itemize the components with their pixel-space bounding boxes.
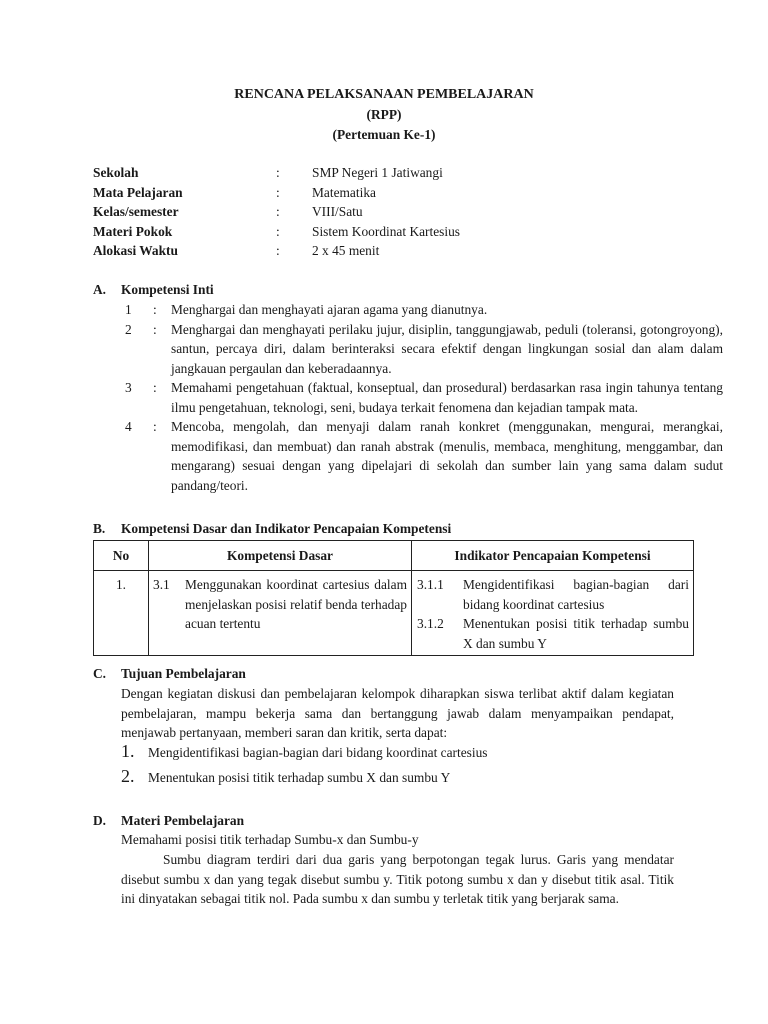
section-letter: B. xyxy=(93,521,106,536)
table-header-row xyxy=(94,541,694,571)
indicator-item xyxy=(417,614,689,653)
section-title: Materi Pembelajaran xyxy=(121,813,245,828)
item-number: 2. xyxy=(121,766,135,786)
identity-colon: : xyxy=(276,204,280,220)
indicator-text: Menentukan posisi titik terhadap sumbu X dan sumbu Y xyxy=(463,616,689,651)
identity-value: 2 x 45 menit xyxy=(312,243,380,259)
list-item xyxy=(121,742,681,767)
identity-row-school xyxy=(93,163,693,183)
identity-label: Sekolah xyxy=(93,165,139,180)
indicator-item xyxy=(417,575,689,614)
cell-no: 1. xyxy=(94,571,149,656)
cell-basic-competency xyxy=(149,571,412,656)
column-header-indicator: Indikator Pencapaian Kompetensi xyxy=(412,541,694,571)
item-text: Menghargai dan menghayati ajaran agama yang dianutnya. xyxy=(171,302,488,317)
list-item xyxy=(121,417,723,495)
item-text: Menentukan posisi titik terhadap sumbu X dan sumbu Y xyxy=(148,770,451,785)
cell-indicators xyxy=(412,571,694,656)
list-item xyxy=(121,378,723,417)
document-title: RENCANA PELAKSANAAN PEMBELAJARAN xyxy=(234,87,534,102)
item-colon: : xyxy=(153,419,157,434)
identity-value: SMP Negeri 1 Jatiwangi xyxy=(312,165,443,180)
section-letter: D. xyxy=(93,813,107,828)
document-abbr: (RPP) xyxy=(366,107,402,122)
identity-row-class xyxy=(93,202,693,222)
indicator-text: Mengidentifikasi bagian-bagian dari bidang koordinat cartesius xyxy=(463,577,689,612)
identity-value: Sistem Koordinat Kartesius xyxy=(312,223,461,239)
section-title: Kompetensi Dasar dan Indikator Pencapaian Kompetensi xyxy=(121,521,452,536)
section-title: Tujuan Pembelajaran xyxy=(121,666,246,681)
identity-label: Kelas/semester xyxy=(93,204,179,220)
section-a-heading xyxy=(93,280,214,300)
material-body: Sumbu diagram terdiri dari dua garis yang berpotongan tegak lurus. Garis yang mendatar disebut sumbu x dan yang tegak disebut sumbu y. Titik potong sumbu x dan y disebut titik asal. Titik ini dinyatakan sebagai titik nol. Pada sumbu x dan sumbu y terletak titik yang berjarak sama. xyxy=(121,852,674,906)
item-colon: : xyxy=(153,321,157,337)
section-letter: C. xyxy=(93,666,107,681)
column-header-no: No xyxy=(94,541,149,571)
column-header-basic-competency: Kompetensi Dasar xyxy=(149,541,412,571)
identity-colon: : xyxy=(276,243,280,259)
identity-row-time xyxy=(93,241,693,261)
item-number: 3 xyxy=(125,380,132,395)
list-item xyxy=(121,300,723,320)
identity-block xyxy=(93,163,693,261)
item-text: Mencoba, mengolah, dan menyaji dalam ranah konkret (menggunakan, mengurai, merangkai, memodifikasi, dan membuat) dan ranah abstrak (menulis, membaca, menghitung, menggambar, dan mengarang) sesuai dengan yang dipelajari di sekolah dan sumber lain yang sama dalam sudut pandang/teori. xyxy=(171,419,723,493)
item-number: 1 xyxy=(125,302,132,317)
item-text: Menghargai dan menghayati perilaku jujur, disiplin, tanggungjawab, peduli (toleransi, gotongroyong), santun, percaya diri, dalam berinteraksi secara efektif dengan lingkungan sosial dan alam dalam jangkauan pergaulan dan keberadaannya. xyxy=(171,321,723,376)
competency-table xyxy=(93,540,694,656)
section-d-heading xyxy=(93,811,244,831)
identity-colon: : xyxy=(276,165,280,180)
identity-label: Mata Pelajaran xyxy=(93,184,183,200)
section-b-heading xyxy=(93,519,451,539)
identity-label: Alokasi Waktu xyxy=(93,243,178,259)
identity-colon: : xyxy=(276,184,280,200)
table-row xyxy=(94,571,694,656)
identity-value: Matematika xyxy=(312,184,376,200)
item-text: Mengidentifikasi bagian-bagian dari bidang koordinat cartesius xyxy=(148,745,488,760)
indicator-code: 3.1.2 xyxy=(417,616,444,631)
meeting-label: (Pertemuan Ke-1) xyxy=(332,127,436,142)
basic-competency xyxy=(149,571,411,636)
item-colon: : xyxy=(153,380,157,395)
item-number: 2 xyxy=(125,321,132,337)
identity-value: VIII/Satu xyxy=(312,204,363,220)
learning-objective-list xyxy=(121,742,681,792)
core-competency-list xyxy=(121,300,723,495)
competency-code: 3.1 xyxy=(153,577,170,592)
document-header xyxy=(0,85,768,145)
list-item xyxy=(121,767,681,792)
identity-colon: : xyxy=(276,223,280,239)
list-item xyxy=(121,320,723,379)
learning-objective-intro: Dengan kegiatan diskusi dan pembelajaran kelompok diharapkan siswa terlibat aktif dalam kegiatan pembelajaran, mampu bekerja sama dan bertanggung jawab dalam menyampaikan pendapat, menjawab pertanyaan, memberi saran dan kritik, serta dapat: xyxy=(121,686,674,740)
identity-row-subject xyxy=(93,183,693,203)
material-subtitle: Memahami posisi titik terhadap Sumbu-x dan Sumbu-y xyxy=(121,832,419,847)
section-letter: A. xyxy=(93,282,107,297)
identity-label: Materi Pokok xyxy=(93,223,173,239)
indicator-code: 3.1.1 xyxy=(417,577,444,592)
item-number: 4 xyxy=(125,419,132,434)
section-title: Kompetensi Inti xyxy=(121,282,214,297)
section-c-heading xyxy=(93,664,246,684)
item-colon: : xyxy=(153,302,157,317)
item-number: 1. xyxy=(121,741,135,761)
item-text: Memahami pengetahuan (faktual, konseptual, dan prosedural) berdasarkan rasa ingin tahunya tentang ilmu pengetahuan, teknologi, seni, budaya terkait fenomena dan kejadian tampak mata. xyxy=(171,380,723,415)
identity-row-topic xyxy=(93,222,693,242)
competency-text: Menggunakan koordinat cartesius dalam menjelaskan posisi relatif benda terhadap acuan tertentu xyxy=(185,577,407,631)
